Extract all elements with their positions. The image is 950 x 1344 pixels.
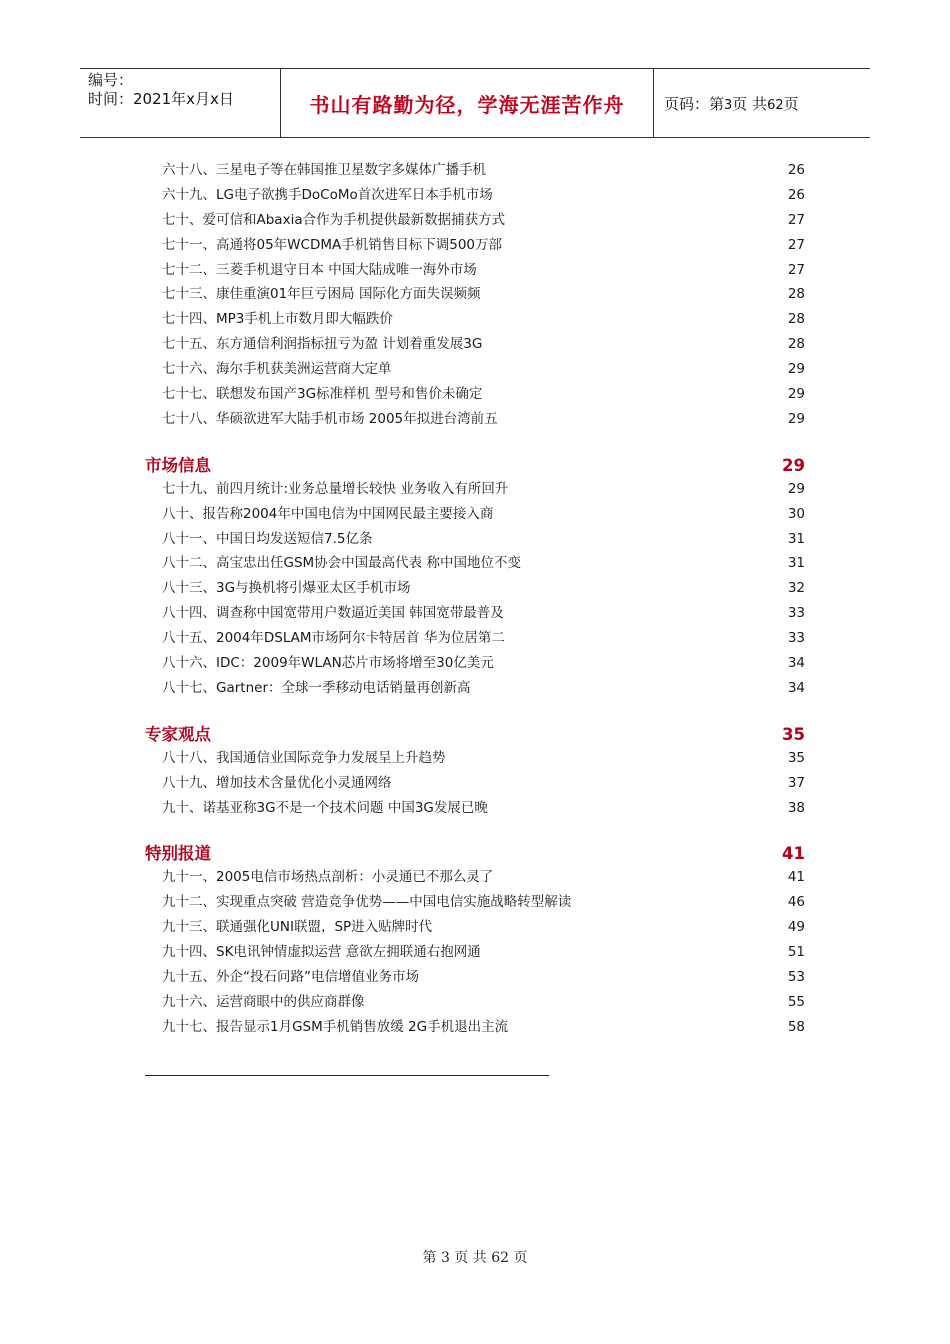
toc-entry[interactable] <box>145 357 807 382</box>
toc-entry[interactable] <box>145 158 807 183</box>
page-footer: 第 3 页 共 62 页 <box>422 1250 528 1266</box>
toc-entry[interactable] <box>145 626 807 651</box>
toc-entry[interactable] <box>145 551 807 576</box>
toc-entry-label: 七十一、高通将05年WCDMA手机销售目标下调500万部 <box>162 236 502 253</box>
toc-entry-label: 八十、报告称2004年中国电信为中国网民最主要接入商 <box>162 505 494 522</box>
toc-entry[interactable] <box>145 651 807 676</box>
toc-entry-page: 29 <box>787 410 805 427</box>
toc-entry-page: 37 <box>787 774 805 791</box>
toc-group-0 <box>145 158 807 432</box>
toc-entry-label: 九十、诺基亚称3G不是一个技术问题 中国3G发展已晚 <box>162 799 488 816</box>
toc-entry[interactable] <box>145 208 807 233</box>
toc-entry[interactable] <box>145 746 807 771</box>
toc-entry-page: 31 <box>787 530 805 547</box>
toc-entry-page: 41 <box>787 869 805 886</box>
toc-entry-label: 九十二、实现重点突破 营造竞争优势——中国电信实施战略转型解读 <box>162 894 572 911</box>
toc-entry-page: 28 <box>787 336 805 353</box>
toc-entry-page: 33 <box>787 630 805 647</box>
toc-entry-label: 八十三、3G与换机将引爆亚太区手机市场 <box>162 580 411 597</box>
toc-entry-label: 七十七、联想发布国产3G标准样机 型号和售价未确定 <box>162 386 483 403</box>
header-meta <box>80 69 281 137</box>
toc-entry-label: 九十三、联通强化UNI联盟，SP进入贴牌时代 <box>162 919 433 936</box>
toc-section-market-info[interactable] <box>145 442 807 477</box>
toc-entry-label: 六十八、三星电子等在韩国推卫星数字多媒体广播手机 <box>162 162 486 178</box>
toc-group-1 <box>145 477 807 701</box>
toc-entry[interactable] <box>145 477 807 502</box>
section-title: 专家观点 <box>145 724 211 744</box>
toc-entry-page: 46 <box>787 894 805 911</box>
toc-entry[interactable] <box>145 307 807 332</box>
toc-entry-page: 26 <box>787 162 805 178</box>
toc-entry[interactable] <box>145 771 807 796</box>
toc-entry-page: 49 <box>787 919 805 936</box>
toc-entry[interactable] <box>145 502 807 527</box>
header-motto: 书山有路勤为径，学海无涯苦作舟 <box>309 92 625 117</box>
toc-entry-page: 29 <box>787 480 805 497</box>
toc-entry[interactable] <box>145 407 807 432</box>
page-prefix: 页码：第 <box>664 94 725 113</box>
section-page: 35 <box>782 724 805 744</box>
toc-entry[interactable] <box>145 1015 807 1040</box>
page-header <box>80 68 870 138</box>
toc-entry-page: 34 <box>787 655 805 672</box>
toc-entry-page: 32 <box>787 580 805 597</box>
toc-entry-page: 27 <box>787 211 805 228</box>
toc-entry-page: 31 <box>787 555 805 572</box>
toc-entry-page: 55 <box>787 993 805 1010</box>
toc-entry-label: 七十九、前四月统计:业务总量增长较快 业务收入有所回升 <box>162 480 509 497</box>
toc-entry-label: 八十九、增加技术含量优化小灵通网络 <box>162 774 392 791</box>
toc-entry-label: 七十六、海尔手机获美洲运营商大定单 <box>162 361 392 378</box>
page-current: 3 <box>724 97 733 113</box>
toc-entry-label: 九十四、SK电讯钟情虚拟运营 意欲左拥联通右抱网通 <box>162 944 481 961</box>
toc-entry-page: 28 <box>787 311 805 328</box>
toc-section-expert-views[interactable] <box>145 711 807 746</box>
page-suffix: 页 <box>783 94 799 113</box>
toc-entry-page: 26 <box>787 186 805 203</box>
section-page: 29 <box>782 455 805 475</box>
toc-entry-page: 51 <box>787 944 805 961</box>
toc-entry-page: 30 <box>787 505 805 522</box>
toc-entry-label: 八十八、我国通信业国际竞争力发展呈上升趋势 <box>162 749 446 766</box>
toc-entry[interactable] <box>145 601 807 626</box>
toc-entry[interactable] <box>145 233 807 258</box>
toc-entry-page: 27 <box>787 261 805 278</box>
page-mid: 页 共 <box>732 94 768 113</box>
toc-entry-page: 28 <box>787 286 805 303</box>
toc-entry-label: 七十、爱可信和Abaxia合作为手机提供最新数据捕获方式 <box>162 211 506 228</box>
toc-entry[interactable] <box>145 915 807 940</box>
toc-entry-page: 58 <box>787 1018 805 1035</box>
toc-entry[interactable] <box>145 183 807 208</box>
toc-entry-page: 33 <box>787 605 805 622</box>
toc-entry-label: 九十七、报告显示1月GSM手机销售放缓 2G手机退出主流 <box>162 1018 509 1035</box>
footnote-rule <box>145 1075 549 1076</box>
toc-entry[interactable] <box>145 990 807 1015</box>
toc-entry-page: 35 <box>787 749 805 766</box>
toc-entry-label: 八十一、中国日均发送短信7.5亿条 <box>162 530 373 547</box>
toc-entry-label: 八十六、IDC：2009年WLAN芯片市场将增至30亿美元 <box>162 655 494 672</box>
section-page: 41 <box>782 844 805 864</box>
toc-entry[interactable] <box>145 890 807 915</box>
header-motto-cell <box>281 69 654 137</box>
toc-group-3 <box>145 865 807 1039</box>
page-total: 62 <box>767 97 784 113</box>
toc-entry[interactable] <box>145 796 807 821</box>
toc-entry[interactable] <box>145 282 807 307</box>
toc-entry-label: 八十五、2004年DSLAM市场阿尔卡特居首 华为位居第二 <box>162 630 505 647</box>
toc-entry-page: 27 <box>787 236 805 253</box>
toc-entry[interactable] <box>145 965 807 990</box>
section-title: 特别报道 <box>145 844 211 864</box>
toc-entry-page: 53 <box>787 969 805 986</box>
toc-entry-label: 七十三、康佳重演01年巨亏困局 国际化方面失误频频 <box>162 286 481 303</box>
toc-entry-label: 八十七、Gartner：全球一季移动电话销量再创新高 <box>162 679 471 696</box>
header-page-cell <box>654 69 870 137</box>
toc-entry[interactable] <box>145 382 807 407</box>
section-title: 市场信息 <box>145 455 211 475</box>
toc-entry-page: 29 <box>787 386 805 403</box>
toc-entry-label: 九十一、2005电信市场热点剖析：小灵通已不那么灵了 <box>162 869 494 886</box>
header-page-info <box>654 93 799 114</box>
toc-entry-page: 34 <box>787 679 805 696</box>
toc-group-2 <box>145 746 807 821</box>
toc-entry-label: 七十四、MP3手机上市数月即大幅跌价 <box>162 311 393 328</box>
toc-entry-label: 九十五、外企“投石问路”电信增值业务市场 <box>162 969 419 986</box>
toc-entry-label: 七十五、东方通信利润指标扭亏为盈 计划着重发展3G <box>162 336 483 353</box>
toc-entry-page: 29 <box>787 361 805 378</box>
toc-entry[interactable] <box>145 865 807 890</box>
toc-entry-label: 八十四、调查称中国宽带用户数逼近美国 韩国宽带最普及 <box>162 605 504 622</box>
time-label: 时间：2021年x月x日 <box>88 90 234 108</box>
toc-section-special-report[interactable] <box>145 830 807 865</box>
toc-entry[interactable] <box>145 940 807 965</box>
toc-entry-label: 八十二、高宝忠出任GSM协会中国最高代表 称中国地位不变 <box>162 555 521 572</box>
toc-entry-label: 九十六、运营商眼中的供应商群像 <box>162 993 365 1010</box>
table-of-contents <box>145 158 807 1040</box>
toc-entry[interactable] <box>145 332 807 357</box>
toc-entry-label: 六十九、LG电子欲携手DoCoMo首次进军日本手机市场 <box>162 186 493 203</box>
serial-label: 编号： <box>88 71 134 89</box>
toc-entry[interactable] <box>145 676 807 701</box>
toc-entry-label: 七十八、华硕欲进军大陆手机市场 2005年拟进台湾前五 <box>162 410 498 427</box>
toc-entry-page: 38 <box>787 799 805 816</box>
toc-entry[interactable] <box>145 576 807 601</box>
toc-entry[interactable] <box>145 527 807 552</box>
toc-entry[interactable] <box>145 258 807 283</box>
toc-entry-label: 七十二、三菱手机退守日本 中国大陆成唯一海外市场 <box>162 261 477 278</box>
